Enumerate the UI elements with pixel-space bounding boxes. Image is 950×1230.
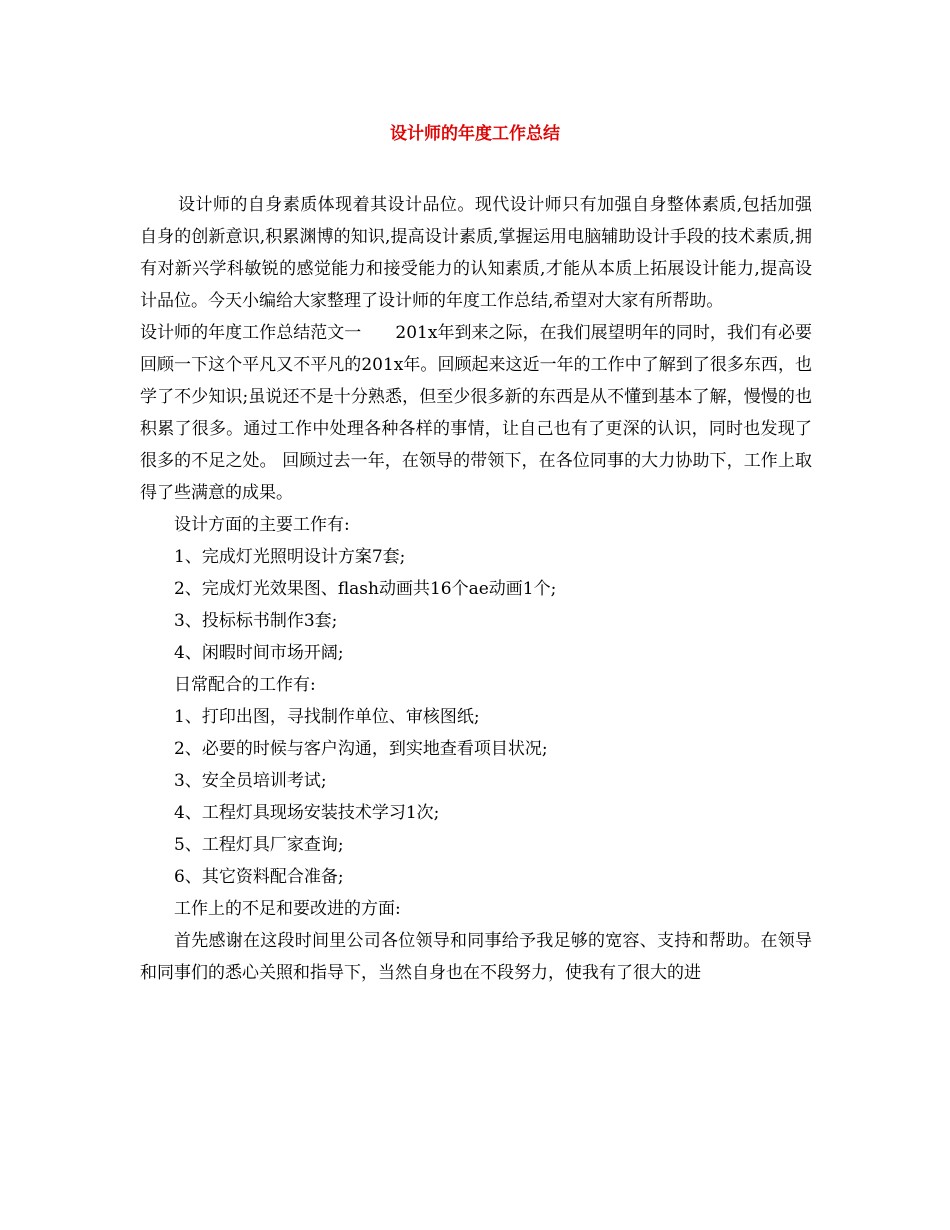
daily-item-4: 4、工程灯具现场安装技术学习1次;: [174, 803, 440, 823]
daily-item-1: 1、打印出图，寻找制作单位、审核图纸;: [174, 707, 480, 727]
document-title: 设计师的年度工作总结: [390, 124, 560, 144]
daily-heading: 日常配合的工作有:: [174, 675, 316, 695]
intro-paragraph: 设计师的自身素质体现着其设计品位。现代设计师只有加强自身整体素质,包括加强自身的创新意识,积累渊博的知识,提高设计素质,掌握运用电脑辅助设计手段的技术素质,拥有对新兴学科敏锐的感觉能力和接受能力的认知素质,才能从本质上拓展设计能力,提高设计品位。今天小编给大家整理了设计师的年度工作总结,希望对大家有所帮助。: [140, 195, 812, 311]
daily-item-6: 6、其它资料配合准备;: [174, 867, 344, 887]
design-item-1: 1、完成灯光照明设计方案7套;: [174, 547, 406, 567]
closing-paragraph: 首先感谢在这段时间里公司各位领导和同事给予我足够的宽容、支持和帮助。在领导和同事们的悉心关照和指导下，当然自身也在不段努力，使我有了很大的进: [140, 931, 812, 983]
daily-item-3: 3、安全员培训考试;: [174, 771, 327, 791]
sample-paragraph: 设计师的年度工作总结范文一 201x年到来之际，在我们展望明年的同时，我们有必要回顾一下这个平凡又不平凡的201x年。回顾起来这近一年的工作中了解到了很多东西，也学了不少知识;虽说还不是十分熟悉，但至少很多新的东西是从不懂到基本了解，慢慢的也积累了很多。通过工作中处理各种各样的事情，让自己也有了更深的认识，同时也发现了很多的不足之处。 回顾过去一年，在领导的带领下，在各位同事的大力协助下，工作上取得了些满意的成果。: [140, 323, 812, 503]
improve-heading: 工作上的不足和要改进的方面:: [174, 899, 401, 919]
design-item-2: 2、完成灯光效果图、flash动画共16个ae动画1个;: [174, 579, 557, 599]
design-item-3: 3、投标标书制作3套;: [174, 611, 338, 631]
design-item-4: 4、闲暇时间市场开阔;: [174, 643, 344, 663]
document-body: [140, 189, 812, 989]
daily-item-2: 2、必要的时候与客户沟通，到实地查看项目状况;: [174, 739, 548, 759]
design-heading: 设计方面的主要工作有:: [174, 515, 350, 535]
daily-item-5: 5、工程灯具厂家查询;: [174, 835, 344, 855]
